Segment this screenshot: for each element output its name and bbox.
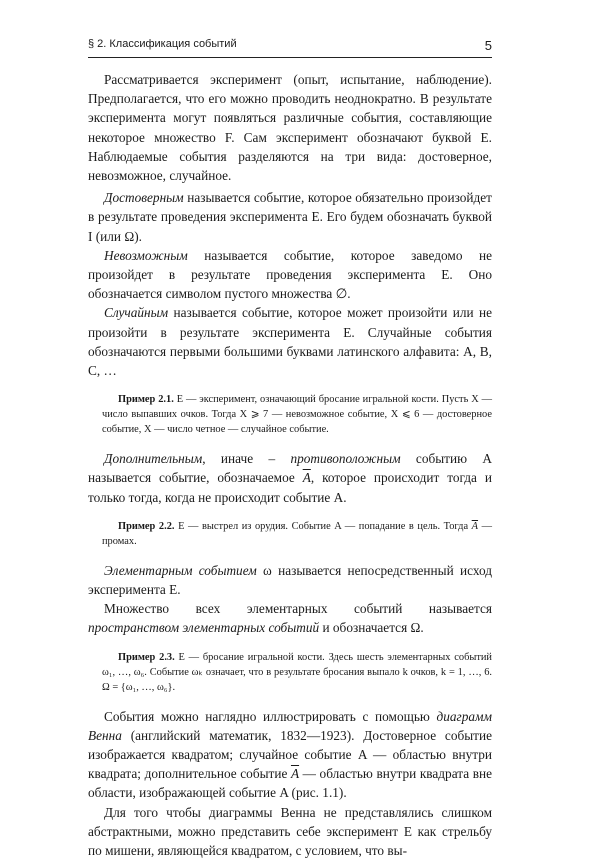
random-definition: называется событие, которое может произойти или не произойти в результате эксперимента E. Случайные события обозначаются первыми большими буквами латинского алфавита: A, B, C, …: [88, 305, 492, 379]
venn-end: — областью внутри квадрата вне области, изображающей событие A (рис. 1.1).: [88, 766, 493, 801]
paragraph-venn: [88, 707, 492, 803]
example-text: E — эксперимент, означающий бросание игральной кости. Пусть X — число выпавших очков. Тогда X ⩾ 7 — невозможное событие, X ⩽ 6 — достоверное событие, X — число четное — случайное событие.: [102, 394, 493, 436]
sample-space-end: и обозначается Ω.: [319, 620, 424, 636]
complement-symbol: $\overline{A}$: [290, 766, 300, 782]
paragraph-target: Для того чтобы диаграммы Венна не представлялись слишком абстрактными, можно представить себе эксперимент E как стрельбу по мишени, являющейся квадратом, с условием, что вы-: [88, 804, 492, 859]
impossible-definition: называется событие, которое заведомо не произойдет в результате проведения эксперимента E. Оно обозначается символом пустого множества ∅.: [88, 247, 492, 302]
page-number: 5: [484, 38, 492, 53]
term-complement: Дополнительным: [104, 451, 203, 467]
complement-text: событию A называется событие, обозначаемое: [88, 451, 492, 486]
elementary-definition: ω называется непосредственный исход эксперимента E.: [88, 562, 492, 598]
term-impossible: Невозможным: [104, 247, 188, 263]
sure-definition: называется событие, которое обязательно произойдет в результате проведения эксперимента E. Его будем обозначать буквой I (или Ω).: [88, 190, 492, 244]
term-sample-space: пространством элементарных событий: [88, 620, 320, 636]
complement-symbol: $\overline{A}$: [471, 520, 479, 532]
paragraph-impossible-event: [88, 246, 492, 304]
section-title: § 2. Классификация событий: [88, 38, 237, 50]
venn-start: События можно наглядно иллюстрировать с помощью: [104, 708, 437, 724]
example-label: Пример 2.1.: [118, 394, 174, 406]
paragraph-sure-event: [88, 188, 492, 246]
header-rule: [88, 57, 492, 58]
example-text: E — бросание игральной кости. Здесь шесть элементарных событий ω₁, …, ω₆. Событие ωₖ означает, что в результате бросания выпало k очков, k = 1, …, 6. Ω = {ω₁, …, ω₆}.: [102, 651, 492, 693]
term-random: Случайным: [104, 305, 169, 321]
term-opposite: противоположным: [290, 451, 401, 467]
term-sure: Достоверным: [104, 190, 184, 206]
paragraph-elementary-event: [88, 561, 492, 599]
paragraph-random-event: [88, 303, 492, 380]
page-body: [88, 70, 492, 860]
example-label: Пример 2.3.: [118, 651, 175, 663]
term-elementary: Элементарным событием: [104, 562, 257, 578]
example-text: E — выстрел из орудия. Событие A — попадание в цель. Тогда: [174, 520, 472, 532]
sample-space-start: Множество всех элементарных событий называется: [104, 601, 492, 617]
complement-symbol: $\overline{A}$: [302, 470, 311, 486]
complement-sep: , иначе –: [202, 451, 291, 467]
paragraph-intro: Рассматривается эксперимент (опыт, испытание, наблюдение). Предполагается, что его можно проводить неоднократно. В результате эксперимента могут появляться различные события, составляющие некоторое множество F. Сам эксперимент обозначают буквой E. Наблюдаемые события разделяются на три вида: достоверное, невозможное, случайное.: [88, 72, 492, 184]
term-venn: диаграмм Венна: [88, 708, 492, 743]
example-2-2: [88, 519, 492, 549]
example-label: Пример 2.2.: [118, 520, 175, 532]
running-header: [88, 38, 492, 53]
example-2-3: [88, 650, 492, 695]
venn-text: (английский математик, 1832—1923). Достоверное событие изображается квадратом; случайное событие A — областью внутри квадрата; дополнительное событие: [88, 727, 492, 782]
complement-end: , которое происходит тогда и только тогда, когда не происходит событие A.: [88, 470, 492, 505]
paragraph-complement-event: [88, 449, 492, 507]
example-end: — промах.: [102, 520, 493, 547]
example-2-1: [88, 392, 492, 437]
paragraph-sample-space: [88, 599, 492, 637]
